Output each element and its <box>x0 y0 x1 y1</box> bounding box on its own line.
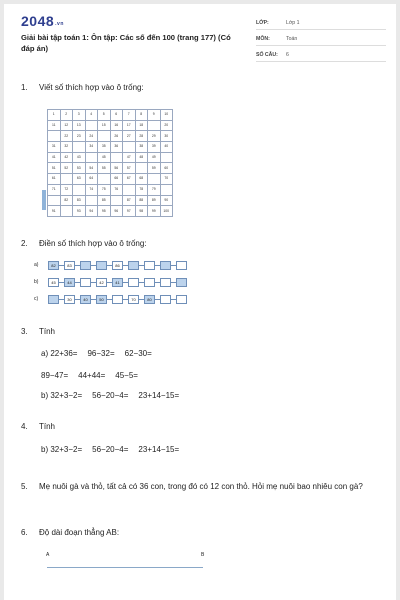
table-cell: 24 <box>85 131 98 142</box>
table-cell: 52 <box>60 163 73 174</box>
table-cell <box>48 131 61 142</box>
number-box: 45 <box>48 278 59 287</box>
table-cell: 51 <box>48 163 61 174</box>
table-cell: 43 <box>73 152 86 163</box>
table-cell: 41 <box>48 152 61 163</box>
number-box: 70 <box>128 295 139 304</box>
table-cell: 94 <box>85 206 98 217</box>
exercise-line <box>41 445 189 454</box>
table-cell <box>48 195 61 206</box>
hundred-table <box>47 109 173 217</box>
table-cell <box>60 174 73 185</box>
expression: 96−32= <box>87 349 115 358</box>
table-cell <box>148 120 161 131</box>
question-number: 2. <box>21 239 28 248</box>
number-box[interactable] <box>80 261 91 270</box>
point-b-label: B <box>201 552 205 558</box>
table-cell: 23 <box>73 131 86 142</box>
number-box: 41 <box>112 278 123 287</box>
expression: a) 22+36= <box>41 349 78 358</box>
expression: b) 32+3−2= <box>41 445 83 454</box>
expression: b) 32+3−2= <box>41 391 83 400</box>
question-5 <box>21 480 366 494</box>
expression: 62−30= <box>124 349 152 358</box>
table-cell <box>85 195 98 206</box>
table-row <box>48 184 173 195</box>
meta-row-count <box>256 48 386 62</box>
table-cell <box>110 195 123 206</box>
table-cell <box>123 142 136 153</box>
table-cell: 55 <box>98 163 111 174</box>
table-cell: 98 <box>135 206 148 217</box>
table-cell: 7 <box>123 110 136 121</box>
number-box[interactable] <box>176 295 187 304</box>
table-cell: 31 <box>48 142 61 153</box>
table-cell <box>85 152 98 163</box>
question-text: Viết số thích hợp vào ô trống: <box>39 83 144 92</box>
table-cell: 10 <box>160 110 173 121</box>
number-box[interactable] <box>128 278 139 287</box>
table-cell: 32 <box>60 142 73 153</box>
table-cell: 54 <box>85 163 98 174</box>
scroll-marker <box>42 190 46 210</box>
table-cell: 64 <box>85 174 98 185</box>
table-cell: 83 <box>73 195 86 206</box>
table-cell: 36 <box>110 142 123 153</box>
table-cell: 12 <box>60 120 73 131</box>
table-cell: 38 <box>135 142 148 153</box>
table-cell: 16 <box>110 120 123 131</box>
number-box: 40 <box>80 295 91 304</box>
meta-label: SỐ CÂU: <box>256 51 278 58</box>
table-cell: 61 <box>48 174 61 185</box>
table-cell: 4 <box>85 110 98 121</box>
number-box: 83 <box>64 261 75 270</box>
table-cell: 93 <box>73 206 86 217</box>
table-cell: 57 <box>123 163 136 174</box>
meta-value: 6 <box>286 51 289 58</box>
meta-value: Toán <box>286 35 298 42</box>
table-cell: 89 <box>148 195 161 206</box>
table-row <box>48 131 173 142</box>
table-row <box>48 142 173 153</box>
expression: 23+14−15= <box>138 391 180 400</box>
question-4 <box>21 422 55 431</box>
table-cell: 30 <box>160 131 173 142</box>
table-cell <box>160 184 173 195</box>
table-cell: 66 <box>110 174 123 185</box>
chain-label: a) <box>34 262 39 268</box>
expression: 44+44= <box>78 371 106 380</box>
table-cell <box>148 174 161 185</box>
table-cell: 96 <box>110 206 123 217</box>
table-cell: 82 <box>60 195 73 206</box>
question-2 <box>21 239 147 248</box>
table-cell: 60 <box>160 163 173 174</box>
number-box[interactable] <box>112 295 123 304</box>
table-row <box>48 120 173 131</box>
table-cell: 27 <box>123 131 136 142</box>
document-page <box>4 4 396 600</box>
question-text: Tính <box>39 422 56 431</box>
table-cell: 70 <box>160 174 173 185</box>
table-row <box>48 152 173 163</box>
question-text: Tính <box>39 327 56 336</box>
number-box: 82 <box>48 261 59 270</box>
question-text: Điền số thích hợp vào ô trống: <box>39 239 147 248</box>
number-box[interactable] <box>48 295 59 304</box>
number-box: 30 <box>64 295 75 304</box>
number-chain-c <box>34 293 187 305</box>
meta-label: MÔN: <box>256 35 270 42</box>
number-box: 80 <box>144 295 155 304</box>
table-cell: 48 <box>135 152 148 163</box>
table-cell: 18 <box>135 120 148 131</box>
question-text: Mẹ nuôi gà và thỏ, tất cả có 36 con, trong đó có 12 con thỏ. Hỏi mẹ nuôi bao nhiêu con gà? <box>39 482 363 491</box>
table-cell <box>73 142 86 153</box>
number-box[interactable] <box>144 278 155 287</box>
number-chain-a <box>34 259 187 271</box>
table-cell: 59 <box>148 163 161 174</box>
meta-row-subject <box>256 32 386 46</box>
table-cell: 79 <box>148 184 161 195</box>
number-box: 44 <box>64 278 75 287</box>
meta-value: Lớp 1 <box>286 19 300 26</box>
table-cell: 1 <box>48 110 61 121</box>
table-cell: 56 <box>110 163 123 174</box>
table-cell: 22 <box>60 131 73 142</box>
table-cell <box>110 152 123 163</box>
table-cell <box>135 163 148 174</box>
table-cell <box>85 120 98 131</box>
number-box: 50 <box>96 295 107 304</box>
table-cell: 100 <box>160 206 173 217</box>
table-cell <box>73 184 86 195</box>
meta-row-class <box>256 16 386 30</box>
point-a-label: A <box>46 552 50 558</box>
exercise-line <box>41 371 148 380</box>
table-cell: 47 <box>123 152 136 163</box>
number-box[interactable] <box>160 295 171 304</box>
table-row <box>48 174 173 185</box>
table-cell: 85 <box>98 195 111 206</box>
table-row <box>48 206 173 217</box>
table-cell: 26 <box>110 131 123 142</box>
table-cell: 87 <box>123 195 136 206</box>
segment-ab <box>47 567 203 568</box>
table-cell: 13 <box>73 120 86 131</box>
site-logo[interactable]: $2048_{.vn}$ <box>21 13 64 29</box>
table-cell: 3 <box>73 110 86 121</box>
table-cell: 74 <box>85 184 98 195</box>
table-cell <box>123 184 136 195</box>
number-box: 86 <box>112 261 123 270</box>
table-cell: 35 <box>98 142 111 153</box>
expression: 45−5= <box>115 371 138 380</box>
table-cell: 78 <box>135 184 148 195</box>
table-cell: 29 <box>148 131 161 142</box>
question-3 <box>21 327 55 336</box>
page-header <box>4 4 396 66</box>
table-cell: 99 <box>148 206 161 217</box>
table-cell: 28 <box>135 131 148 142</box>
table-cell <box>60 206 73 217</box>
exercise-line <box>41 349 162 358</box>
table-row <box>48 195 173 206</box>
number-box[interactable] <box>96 261 107 270</box>
number-box[interactable] <box>160 261 171 270</box>
table-cell: 90 <box>160 195 173 206</box>
number-box[interactable] <box>176 261 187 270</box>
question-number: 4. <box>21 422 28 431</box>
question-number: 6. <box>21 528 28 537</box>
number-box[interactable] <box>160 278 171 287</box>
number-box[interactable] <box>128 261 139 270</box>
table-cell: 34 <box>85 142 98 153</box>
table-cell: 40 <box>160 142 173 153</box>
question-6 <box>21 528 119 537</box>
meta-label: LỚP: <box>256 19 269 26</box>
table-cell <box>160 152 173 163</box>
table-cell: 20 <box>160 120 173 131</box>
question-number: 1. <box>21 83 28 92</box>
question-number: 3. <box>21 327 28 336</box>
table-cell: 91 <box>48 206 61 217</box>
table-cell: 17 <box>123 120 136 131</box>
meta-panel <box>256 16 386 64</box>
number-box[interactable] <box>80 278 91 287</box>
table-cell: 2 <box>60 110 73 121</box>
table-cell: 53 <box>73 163 86 174</box>
question-1 <box>21 83 144 92</box>
table-cell: 49 <box>148 152 161 163</box>
table-cell: 42 <box>60 152 73 163</box>
table-row <box>48 110 173 121</box>
table-cell: 68 <box>135 174 148 185</box>
table-cell: 5 <box>98 110 111 121</box>
number-box: 42 <box>96 278 107 287</box>
table-cell: 9 <box>148 110 161 121</box>
table-cell <box>98 174 111 185</box>
table-cell: 72 <box>60 184 73 195</box>
number-chain-b <box>34 276 187 288</box>
number-box[interactable] <box>144 261 155 270</box>
table-cell: 11 <box>48 120 61 131</box>
question-text: Độ dài đoạn thẳng AB: <box>39 528 120 537</box>
table-cell: 67 <box>123 174 136 185</box>
table-cell: 45 <box>98 152 111 163</box>
table-cell: 95 <box>98 206 111 217</box>
table-cell <box>98 131 111 142</box>
chain-label: c) <box>34 296 39 302</box>
chain-label: b) <box>34 279 39 285</box>
table-cell: 6 <box>110 110 123 121</box>
expression: 89−47= <box>41 371 69 380</box>
table-cell: 76 <box>110 184 123 195</box>
table-cell: 63 <box>73 174 86 185</box>
expression: 56−20−4= <box>92 445 129 454</box>
table-cell: 71 <box>48 184 61 195</box>
question-number: 5. <box>21 482 28 491</box>
table-cell: 8 <box>135 110 148 121</box>
document-title: Giải bài tập toán 1: Ôn tập: Các số đến 100 (trang 177) (Có đáp án) <box>21 33 231 53</box>
table-cell: 39 <box>148 142 161 153</box>
expression: 56−20−4= <box>92 391 129 400</box>
exercise-line <box>41 391 189 400</box>
expression: 23+14−15= <box>138 445 180 454</box>
number-box[interactable] <box>176 278 187 287</box>
table-cell: 97 <box>123 206 136 217</box>
table-cell: 88 <box>135 195 148 206</box>
table-row <box>48 163 173 174</box>
table-cell: 15 <box>98 120 111 131</box>
table-cell: 75 <box>98 184 111 195</box>
